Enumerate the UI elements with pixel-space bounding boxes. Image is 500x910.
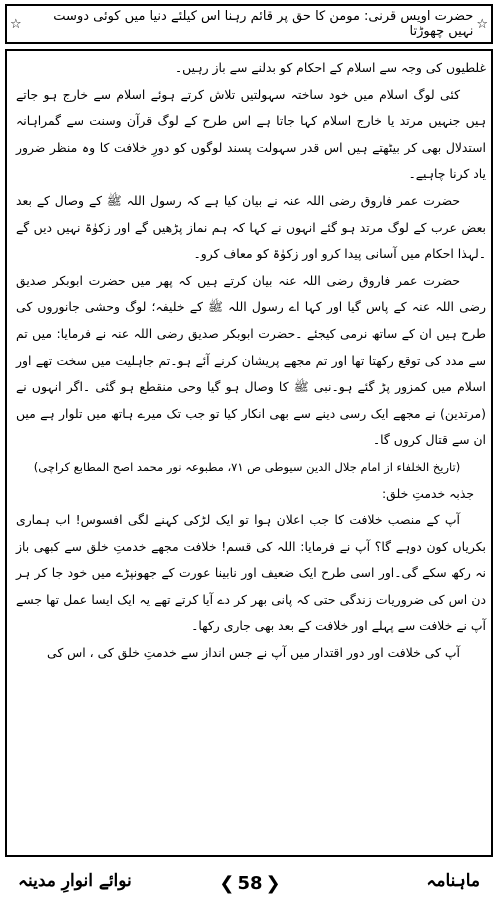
header-title: حضرت اویس قرنی: مومن کا حق پر قائم رہنا اس کیلئے دنیا میں کوئی دوست نہیں چھوڑتا (53, 9, 474, 39)
subheading: جذبہ خدمتِ خلق: (382, 485, 474, 501)
ornament-left-icon: ❮ (219, 872, 235, 894)
magazine-type: ماہنامہ (426, 871, 480, 891)
star-icon: ☆ (10, 16, 22, 32)
page-number-box (215, 866, 285, 900)
article-body (16, 55, 486, 667)
paragraph: حضرت عمر فاروق رضی اللہ عنہ نے بیان کیا ہے کہ رسول اللہ ﷺ کے وصال کے بعد بعض عرب کے لوگ مرتد ہو گئے انہوں نے کہا کہ ہم نماز پڑھیں گے اور زکوٰۃ نہیں دیں گے ۔لہذا احکام میں آسانی پیدا کرو اور زکوٰۃ کو معاف کرو۔ (16, 192, 486, 262)
reference-citation: (تاریخ الخلفاء از امام جلال الدین سیوطی ص ۷۱، مطبوعہ نور محمد اصح المطابع کراچی) (33, 459, 461, 474)
paragraph: غلطیوں کی وجہ سے اسلام کے احکام کو بدلنے سے باز رہیں۔ (174, 60, 486, 75)
star-icon: ☆ (476, 16, 488, 32)
paragraph: آپ کی خلافت اور دور اقتدار میں آپ نے جس انداز سے خدمتِ خلق کی ، اس کی (47, 645, 460, 661)
paragraph: آپ کے منصب خلافت کا جب اعلان ہوا تو ایک لڑکی کہنے لگی افسوس! اب ہماری بکریاں کون دوہے گا؟ آپ نے فرمایا: اللہ کی قسم! خلافت مجھے خدمتِ خلق سے کبھی باز نہ رکھ سکے گی۔اور اسی طرح ایک ضعیف اور نابینا عورت کے جھونپڑے میں خود جا کر ہر دن اس کی ضروریات زندگی حتی کہ پانی بھر کر دے آیا کرتے تھے یہ ایک ایسا عمل تھا جسے آپ نے خلافت سے پہلے اور خلافت کے بعد بھی جاری رکھا۔ (16, 512, 486, 634)
ornament-right-icon: ❯ (265, 872, 281, 894)
paragraph: حضرت عمر فاروق رضی اللہ عنہ بیان کرتے ہیں کہ پھر میں حضرت ابوبکر صدیق رضی اللہ عنہ کے پاس گیا اور کہا اے رسول اللہ ﷺ کے خلیفہ؛ لوگ وحشی جانوروں کی طرح ہیں ان کے ساتھ نرمی کیجئے ۔حضرت ابوبکر صدیق رضی اللہ عنہ نے فرمایا: میں تم سے مدد کی توقع رکھتا تھا اور تم مجھے پریشان کرنے آئے ہو۔تم جاہلیت میں سخت تھے اور اسلام میں کمزور پڑ گئے ہو۔نبی ﷺ کا وصال ہو گیا وحی منقطع ہو گئی ۔اگر انہوں نے (مرتدین) نے مجھے ایک رسی دینے سے بھی انکار کیا تو جب تک میرے ہاتھ میں تلوار ہے میں ان سے قتال کروں گا۔ (16, 272, 486, 448)
magazine-name: نوائے انوارِ مدینہ (18, 871, 132, 891)
paragraph: کئی لوگ اسلام میں خود ساختہ سہولتیں تلاش کرتے ہوئے اسلام سے خارج ہو جاتے ہیں جنہیں مرتد یا خارج اسلام کہا جاتا ہے اس طرح کے لوگ قرآن وسنت سے گمراہانہ استدلال بھی کر بیٹھتے ہیں اس قدر سہولت پسند لوگوں کو دورِ خلافت کا وہ منظر ضرور یاد کرنا چاہیے۔ (16, 86, 486, 182)
page-header (5, 4, 493, 44)
page-footer (0, 862, 500, 910)
page-number: 58 (237, 872, 263, 894)
